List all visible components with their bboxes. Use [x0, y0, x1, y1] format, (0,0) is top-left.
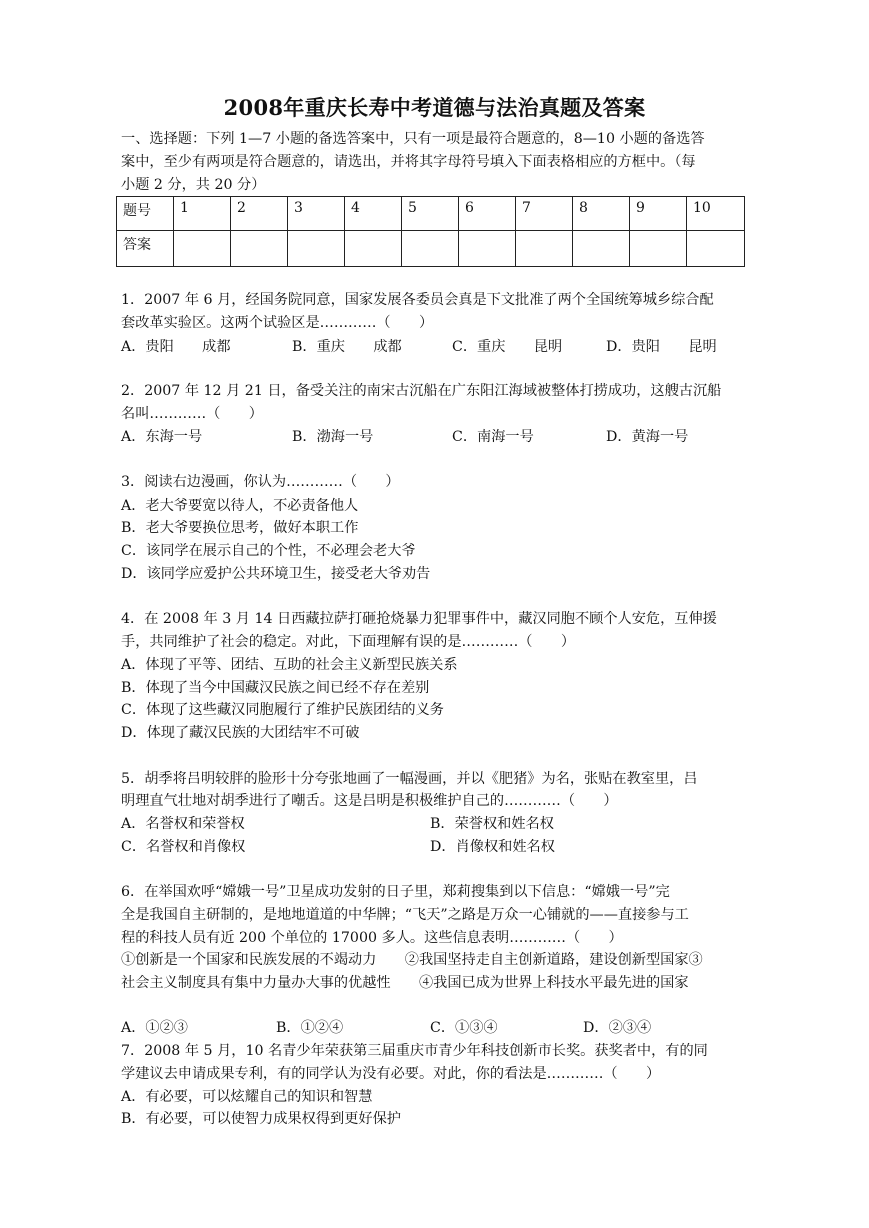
question-5-option-a: A．名誉权和荣誉权 — [121, 816, 245, 832]
answer-cell — [231, 231, 288, 267]
table-row-answers — [117, 231, 745, 267]
table-cell: 10 — [687, 197, 745, 231]
question-6-option-b: B．①②④ — [276, 1020, 344, 1036]
table-row-question-numbers — [117, 197, 745, 231]
answer-cell — [687, 231, 745, 267]
question-2-option-a: A．东海一号 — [121, 429, 203, 445]
table-cell: 8 — [573, 197, 630, 231]
question-6-statements: 社会主义制度具有集中力量办大事的优越性 ④我国已成为世界上科技水平最先进的国家 — [121, 975, 689, 991]
question-3-option-c: C．该同学在展示自己的个性，不必理会老大爷 — [121, 543, 416, 559]
question-7-option-b: B．有必要，可以使智力成果权得到更好保护 — [121, 1111, 401, 1127]
question-4-option-b: B．体现了当今中国藏汉民族之间已经不存在差别 — [121, 680, 430, 696]
question-1-option-c: C．重庆 昆明 — [452, 339, 563, 355]
question-5-stem: 5．胡季将吕明较胖的脸形十分夸张地画了一幅漫画，并以《肥猪》为名，张贴在教室里，吕 — [121, 771, 698, 787]
question-4-option-d: D．体现了藏汉民族的大团结牢不可破 — [121, 725, 360, 741]
table-cell: 3 — [288, 197, 345, 231]
question-6-option-a: A．①②③ — [121, 1020, 188, 1036]
question-3-option-d: D．该同学应爱护公共环境卫生，接受老大爷劝告 — [121, 566, 431, 582]
table-cell: 6 — [459, 197, 516, 231]
question-4-option-c: C．体现了这些藏汉同胞履行了维护民族团结的义务 — [121, 702, 444, 718]
answer-cell — [573, 231, 630, 267]
question-6-stem: 全是我国自主研制的，是地地道道的中华牌；“飞天”之路是万众一心铺就的——直接参与工 — [121, 907, 689, 923]
intro-line: 案中，至少有两项是符合题意的，请选出，并将其字母符号填入下面表格相应的方框中。（每 — [121, 154, 696, 170]
answer-cell — [459, 231, 516, 267]
answer-cell — [402, 231, 459, 267]
question-7-stem: 7．2008 年 5 月，10 名青少年荣获第三届重庆市青少年科技创新市长奖。获奖者中，有的同 — [121, 1043, 708, 1059]
table-cell: 7 — [516, 197, 573, 231]
question-2-option-d: D．黄海一号 — [606, 429, 689, 445]
answer-cell — [345, 231, 402, 267]
question-6-option-d: D．②③④ — [583, 1020, 652, 1036]
question-1-option-b: B．重庆 成都 — [292, 339, 402, 355]
question-3-option-b: B．老大爷要换位思考，做好本职工作 — [121, 520, 359, 536]
intro-line: 一、选择题：下列 1—7 小题的备选答案中，只有一项是最符合题意的，8—10 小题的备选答 — [121, 131, 705, 147]
intro-line: 小题 2 分，共 20 分） — [121, 177, 266, 193]
answer-table — [116, 196, 745, 267]
table-header-cell: 题号 — [117, 197, 174, 231]
question-6-statements: ①创新是一个国家和民族发展的不竭动力 ②我国坚持走自主创新道路，建设创新型国家③ — [121, 952, 703, 968]
question-5-option-d: D．肖像权和姓名权 — [430, 839, 555, 855]
question-4-option-a: A．体现了平等、团结、互助的社会主义新型民族关系 — [121, 657, 458, 673]
question-4-stem: 手，共同维护了社会的稳定。对此，下面理解有误的是…………（ ） — [121, 634, 576, 650]
question-3-option-a: A．老大爷要宽以待人，不必责备他人 — [121, 498, 359, 514]
question-7-option-a: A．有必要，可以炫耀自己的知识和智慧 — [121, 1089, 373, 1105]
question-1-option-d: D．贵阳 昆明 — [606, 339, 717, 355]
question-7-stem: 学建议去申请成果专利，有的同学认为没有必要。对此，你的看法是…………（ ） — [121, 1066, 661, 1082]
table-cell: 4 — [345, 197, 402, 231]
question-2-option-c: C．南海一号 — [452, 429, 534, 445]
question-2-stem: 2．2007 年 12 月 21 日，备受关注的南宋古沉船在广东阳江海域被整体打捞成功，这艘古沉船 — [121, 383, 722, 399]
question-1-option-a: A．贵阳 成都 — [121, 339, 231, 355]
table-header-cell: 答案 — [117, 231, 174, 267]
question-3-stem: 3．阅读右边漫画，你认为…………（ ） — [121, 474, 400, 490]
question-1-stem: 套改革实验区。这两个试验区是…………（ ） — [121, 315, 434, 331]
question-2-stem: 名叫…………（ ） — [121, 406, 263, 422]
question-2-option-b: B．渤海一号 — [292, 429, 374, 445]
document-title: 2008年重庆长寿中考道德与法治真题及答案 — [223, 95, 646, 120]
question-6-option-c: C．①③④ — [430, 1020, 498, 1036]
question-6-stem: 程的科技人员有近 200 个单位的 17000 多人。这些信息表明…………（ ） — [121, 930, 623, 946]
question-4-stem: 4．在 2008 年 3 月 14 日西藏拉萨打砸抢烧暴力犯罪事件中，藏汉同胞不顾个人安危，互伸援 — [121, 611, 717, 627]
question-1-stem: 1．2007 年 6 月，经国务院同意，国家发展各委员会真是下文批准了两个全国统筹城乡综合配 — [121, 292, 714, 308]
table-cell: 1 — [174, 197, 231, 231]
answer-cell — [630, 231, 687, 267]
question-5-option-c: C．名誉权和肖像权 — [121, 839, 246, 855]
table-cell: 9 — [630, 197, 687, 231]
answer-cell — [288, 231, 345, 267]
answer-cell — [174, 231, 231, 267]
question-5-stem: 明理直气壮地对胡季进行了嘲舌。这是吕明是积极维护自己的…………（ ） — [121, 793, 618, 809]
table-cell: 5 — [402, 197, 459, 231]
question-5-option-b: B．荣誉权和姓名权 — [430, 816, 554, 832]
question-6-stem: 6．在举国欢呼“嫦娥一号”卫星成功发射的日子里，郑莉搜集到以下信息：“嫦娥一号”完 — [121, 884, 670, 900]
table-cell: 2 — [231, 197, 288, 231]
answer-cell — [516, 231, 573, 267]
